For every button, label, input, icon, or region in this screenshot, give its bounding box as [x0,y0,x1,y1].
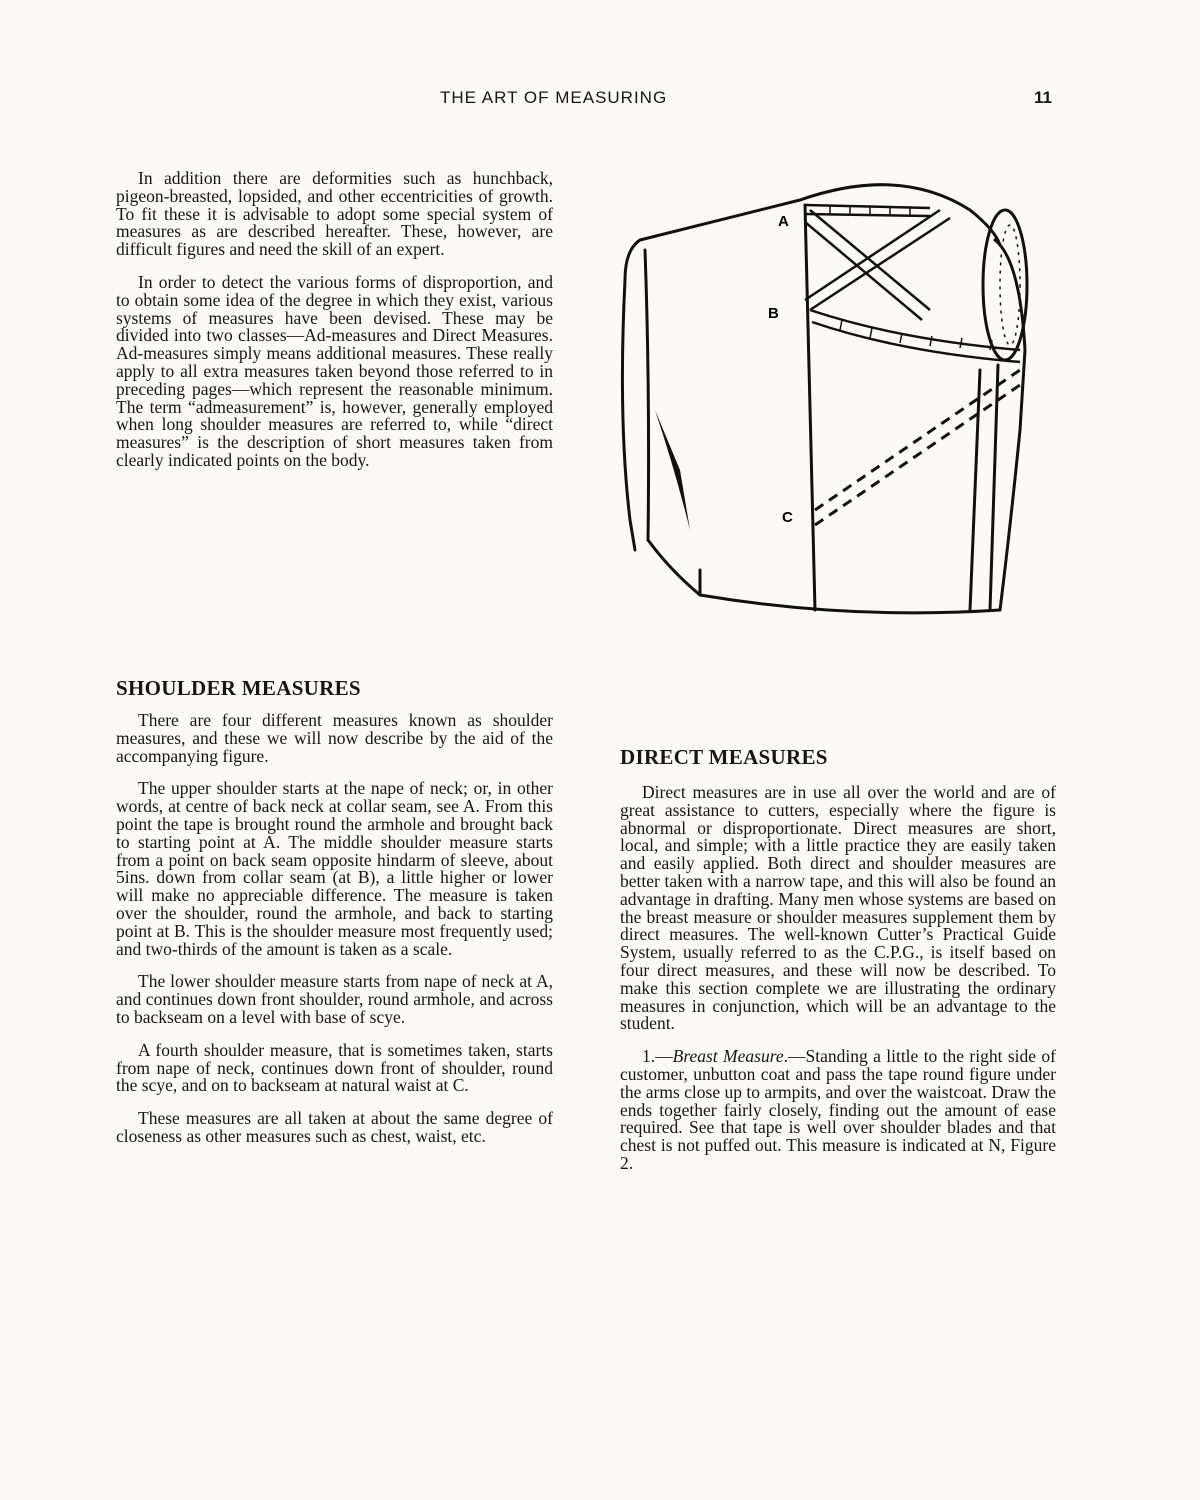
coat-back-figure [600,170,1040,640]
direct-paragraph-1: Direct measures are in use all over the world and are of great assistance to cutters, especially where the figure is abnormal or disproportionate. Direct measures are short, local, and simple; with a little practice they are easily taken and easily applied. Both direct and shoulder measures are better taken with a narrow tape, and this will also be found an advantage in drafting. Many men whose systems are based on the breast measure or shoulder measures supplement them by direct measures. The well-known Cutter’s Practical Guide System, usually referred to as the C.P.G., is itself based on four direct measures, and these will now be described. To make this section complete we are illustrating the ordinary measures in conjunction, which will be an advantage to the student. [620,782,1056,1034]
running-title: THE ART OF MEASURING [440,88,668,107]
coat-illustration [600,170,1040,640]
direct-measures-heading: DIRECT MEASURES [620,745,828,769]
intro-paragraph-2: In order to detect the various forms of disproportion, and to obtain some idea of the degree in which they exist, various systems of measures have been devised. These may be divided into two classes—Ad-measures and Direct Measures. Ad-measures simply means additional measures. These really apply to all extra measures taken beyond those referred to in preceding pages—which represent the reasonable minimum. The term “admeasurement” is, however, generally employed when long shoulder measures are referred to, while “direct measures” is the description of short measures taken from clearly indicated points on the body. [116,271,553,470]
shoulder-paragraph-4: A fourth shoulder measure, that is sometimes taken, starts from nape of neck, continues down front of shoulder, round the scye, and on to backseam at natural waist at C. [116,1039,553,1096]
direct-section [620,745,1056,1188]
page-number: 11 [1034,88,1052,107]
shoulder-paragraph-1: There are four different measures known as shoulder measures, and these we will now describe by the aid of the accompanying figure. [116,710,553,766]
breast-measure-number: 1.— [642,1046,673,1067]
figure-label-c: C [782,509,793,526]
shoulder-measures-heading: SHOULDER MEASURES [116,676,361,700]
breast-measure-paragraph [620,1048,1056,1173]
shoulder-paragraph-5: These measures are all taken at about the same degree of closeness as other measures such as chest, waist, etc. [116,1108,553,1146]
shoulder-section [116,712,553,1161]
intro-section [116,170,553,485]
breast-measure-text: .—Standing a little to the right side of customer, unbutton coat and pass the tape round figure under the arms close up to armpits, and over the waistcoat. Draw the ends together fairly closely, finding out the amount of ease required. See that tape is well over shoulder blades and that chest is not puffed out. This measure is indicated at N, Figure 2. [620,1046,1056,1173]
intro-paragraph-1: In addition there are deformities such as hunchback, pigeon-breasted, lopsided, and other eccentricities of growth. To fit these it is advisable to adopt some special system of measures as are described hereafter. These, however, are difficult figures and need the skill of an expert. [116,168,553,260]
figure-label-b: B [768,305,779,322]
shoulder-paragraph-2: The upper shoulder starts at the nape of neck; or, in other words, at centre of back neck at collar seam, see A. From this point the tape is brought round the armhole and brought back to starting point at A. The middle shoulder measure starts from a point on back seam opposite hindarm of sleeve, about 5ins. down from collar seam (at B), a little higher or lower will make no appreciable difference. The measure is taken over the shoulder, round the armhole, and back to starting point at B. This is the shoulder measure most frequently used; and two-thirds of the amount is taken as a scale. [116,778,553,959]
figure-label-a: A [778,213,789,230]
breast-measure-title: Breast Measure [672,1046,784,1067]
shoulder-paragraph-3: The lower shoulder measure starts from nape of neck at A, and continues down front shoulder, round armhole, and across to backseam on a level with base of scye. [116,971,553,1027]
